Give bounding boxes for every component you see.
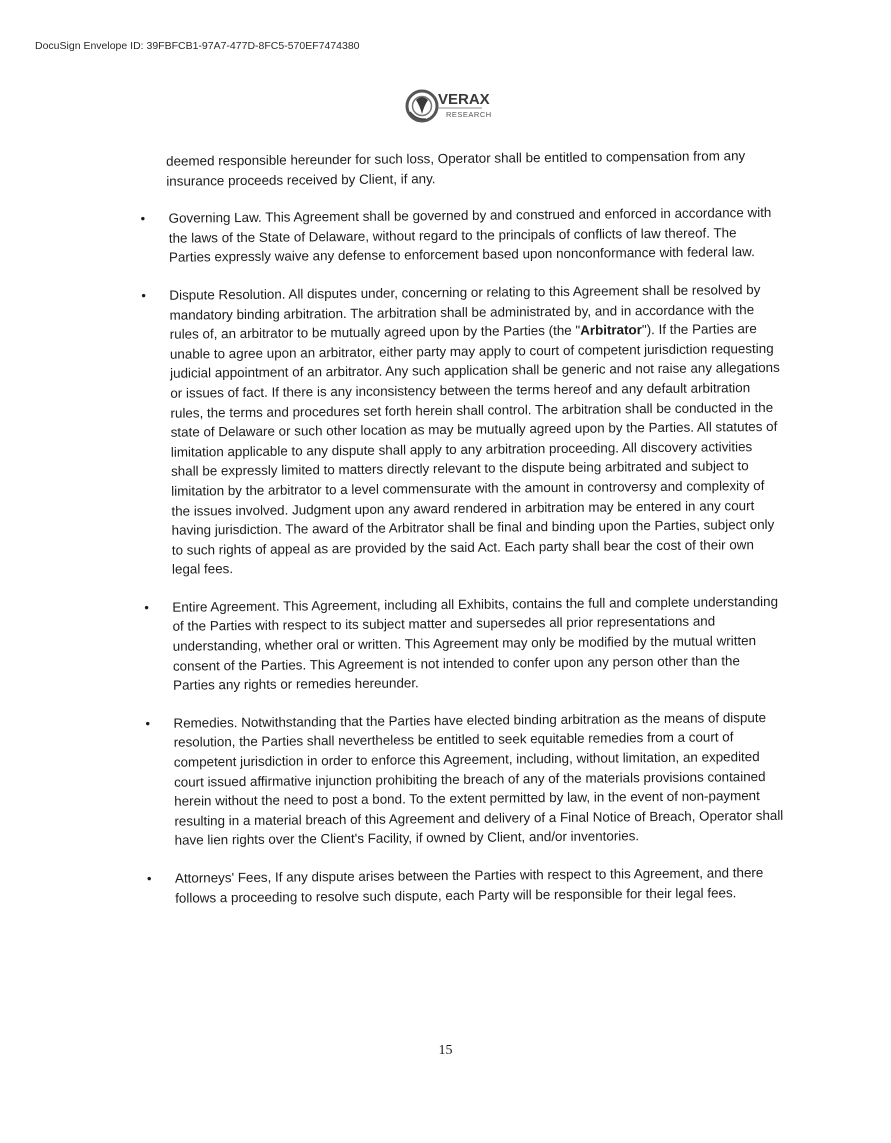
bullet: •	[145, 715, 151, 731]
bullet: •	[144, 599, 150, 615]
bullet: •	[146, 870, 152, 886]
bullet: •	[141, 287, 147, 303]
logo-name: VERAX	[438, 91, 490, 108]
section-entire-agreement	[144, 592, 785, 696]
bullet: •	[140, 211, 146, 227]
section-text: Remedies. Notwithstanding that the Parties have elected binding arbitration as the means of dispute resolution, the Parties shall nevertheless be entitled to seek equitable remedies from a court of competent jurisdiction in order to enforce this Agreement, including, without limitation, an expedited court issued affirmative injunction prohibiting the breach of any of the materials provisions contained herein without the need to post a bond. To the extent permitted by law, in the event of non-payment resulting in a material breach of this Agreement and delivery of a Final Notice of Breach, Operator shall have lien rights over the Client's Facility, if owned by Client, and/or inventories.	[173, 709, 784, 849]
section-text-part: Dispute Resolution. All disputes under, concerning or relating to this Agreement shall be resolved by mandatory binding arbitration. The arbitration shall be administrated by, and in accordance with the rules of, an arbitrator to be mutually agreed upon by the Parties (the "	[169, 282, 761, 342]
logo-subtitle: RESEARCH	[446, 110, 492, 119]
section-text-part: "). If the Parties are unable to agree upon an arbitrator, either party may apply to court of competent jurisdiction requesting judicial appointment of an arbitrator. Any such application shall be generic and not raise any allegations or issues of fact. If there is any inconsistency between the terms hereof and any default arbitration rules, the terms and procedures set forth herein shall control. The arbitration shall be conducted in the state of Delaware or such other location as may be mutually agreed upon by the Parties. All statutes of limitation applicable to any dispute shall apply to any arbitration proceeding. All discovery activities shall be expressly limited to matters directly relevant to the dispute being arbitrated and subject to limitation by the arbitrator to a level commensurate with the amount in controversy and complexity of the issues involved. Judgment upon any award rendered in arbitration may be entered in any court having jurisdiction. The award of the Arbitrator shall be final and binding upon the Parties, subject only to such rights of appeal as are provided by the said Act. Each party shall bear the cost of their own legal fees.	[169, 321, 780, 577]
defined-term: Arbitrator	[580, 322, 642, 338]
document-body	[140, 146, 787, 908]
section-remedies	[145, 708, 786, 851]
continued-paragraph: deemed responsible hereunder for such loss, Operator shall be entitled to compensation from any insurance proceeds received by Client, if any.	[166, 148, 746, 189]
section-attorneys-fees	[147, 863, 787, 908]
section-text: Attorneys' Fees, If any dispute arises between the Parties with respect to this Agreement, and there follows a proceeding to resolve such dispute, each Party will be responsible for their legal fees.	[174, 865, 764, 906]
docusign-envelope-id: DocuSign Envelope ID: 39FBFCB1-97A7-477D-8FC5-570EF7474380	[35, 40, 360, 52]
page-number: 15	[438, 1043, 453, 1058]
section-text: Governing Law. This Agreement shall be governed by and construed and enforced in accordance with the laws of the State of Delaware, without regard to the principals of conflicts of law thereof. The Parties expressly waive any defense to enforcement based upon nonconformance with federal law.	[168, 205, 772, 266]
section-text	[169, 280, 784, 580]
section-dispute-resolution	[141, 280, 784, 580]
section-text: Entire Agreement. This Agreement, including all Exhibits, contains the full and complete understanding of the Parties with respect to its subject matter and supersedes all prior representations and understanding, whether oral or written. This Agreement may only be modified by the mutual written consent of the Parties. This Agreement is not intended to confer upon any person other than the Parties any rights or remedies hereunder.	[172, 593, 779, 693]
section-governing-law	[141, 203, 782, 268]
verax-research-logo	[402, 84, 492, 128]
